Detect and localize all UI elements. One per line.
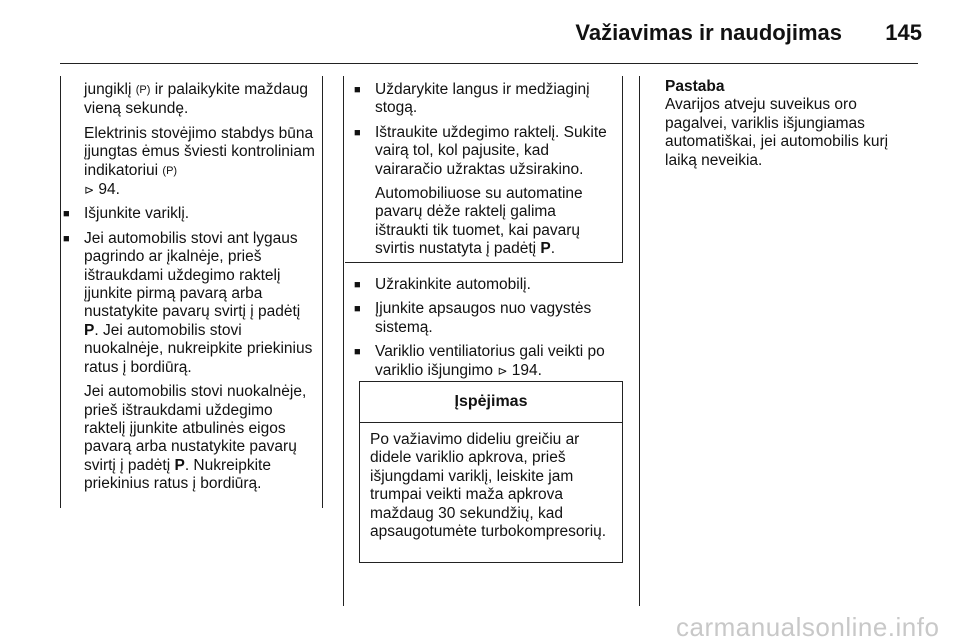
list-item: ■ Variklio ventiliatorius gali veikti po variklio išjungimo ⊳ 194.	[353, 343, 623, 380]
warning-body: Po važiavimo dideliu greičiu ar didele variklio apkrova, prieš išjungdami variklį, leiskite jam trumpai veikti maža apkrova maždaug 30 sekundžių, kad apsaugotumėte turbokompresorių.	[370, 431, 607, 541]
paragraph-downhill: Jei automobilis stovi nuokalnėje, prieš ištraukdami uždegimo raktelį įjunkite atbulinės eigos pavarą arba nustatykite pavarų svirtį į padėtį P. Nukreipkite priekinius ratus į bordiūrą.	[84, 383, 307, 493]
paragraph-automatic: Automobiliuose su automatine pavarų dėže raktelį galima ištraukti tik tuomet, kai pavarų svirtis nustatyta į padėtį P.	[375, 185, 583, 258]
warning-title: Įspėjimas	[360, 382, 622, 423]
note-body: Avarijos atveju suveikus oro pagalvei, variklis išjungiamas automatiškai, jei automobilis kurį laiką neveikia.	[665, 96, 889, 169]
header-rule	[60, 63, 918, 64]
column-divider-right	[639, 76, 640, 606]
column-2-steps	[353, 276, 623, 386]
column-2-boxed-steps	[345, 76, 623, 263]
list-item: ■ Išjunkite variklį.	[62, 205, 318, 223]
parking-brake-lamp-icon: (P)	[135, 84, 151, 96]
paragraph-indicator: Elektrinis stovėjimo stabdys būna įjungtas ėmus šviesti kontroliniam indikatoriui (P) ⊳ 94.	[84, 124, 315, 199]
list-item: ■ Jei automobilis stovi ant lygaus pagrindo ar įkalnėje, prieš ištraukdami uždegimo raktelį įjunkite pirmą pavarą arba nustatykite pavarų svirtį į padėtį P. Jei automobilis stovi nuokalnėje, nukreipkite priekinius ratus į bordiūrą.	[62, 230, 318, 377]
page-reference[interactable]: 194.	[511, 361, 542, 379]
page-reference-arrow-icon: ⊳	[497, 363, 508, 378]
list-item: ■ Uždarykite langus ir medžiaginį stogą.	[353, 81, 613, 118]
column-1	[62, 81, 318, 500]
list-item: ■ Ištraukite uždegimo raktelį. Sukite vairą tol, kol pajusite, kad vairaračio užraktas užsirakino.	[353, 124, 613, 179]
note-title: Pastaba	[665, 78, 725, 95]
column-divider-middle	[322, 76, 323, 508]
note	[665, 78, 905, 170]
page-reference[interactable]: 94.	[98, 181, 120, 199]
parking-brake-lamp-icon: (P)	[162, 164, 178, 177]
warning-box	[359, 381, 623, 563]
page-reference-arrow-icon: ⊳	[84, 183, 95, 198]
paragraph-switch: jungiklį (P) ir palaikykite maždaug vieną sekundę.	[84, 81, 309, 118]
page-number: 145	[885, 20, 922, 45]
watermark: carmanualsonline.info	[676, 612, 940, 642]
list-item: ■ Užrakinkite automobilį.	[353, 276, 623, 294]
list-item: ■ Įjunkite apsaugos nuo vagystės sistemą.	[353, 300, 623, 337]
column-divider-center	[343, 76, 344, 606]
page-title: Važiavimas ir naudojimas	[575, 20, 842, 45]
column-divider-left	[60, 76, 61, 508]
